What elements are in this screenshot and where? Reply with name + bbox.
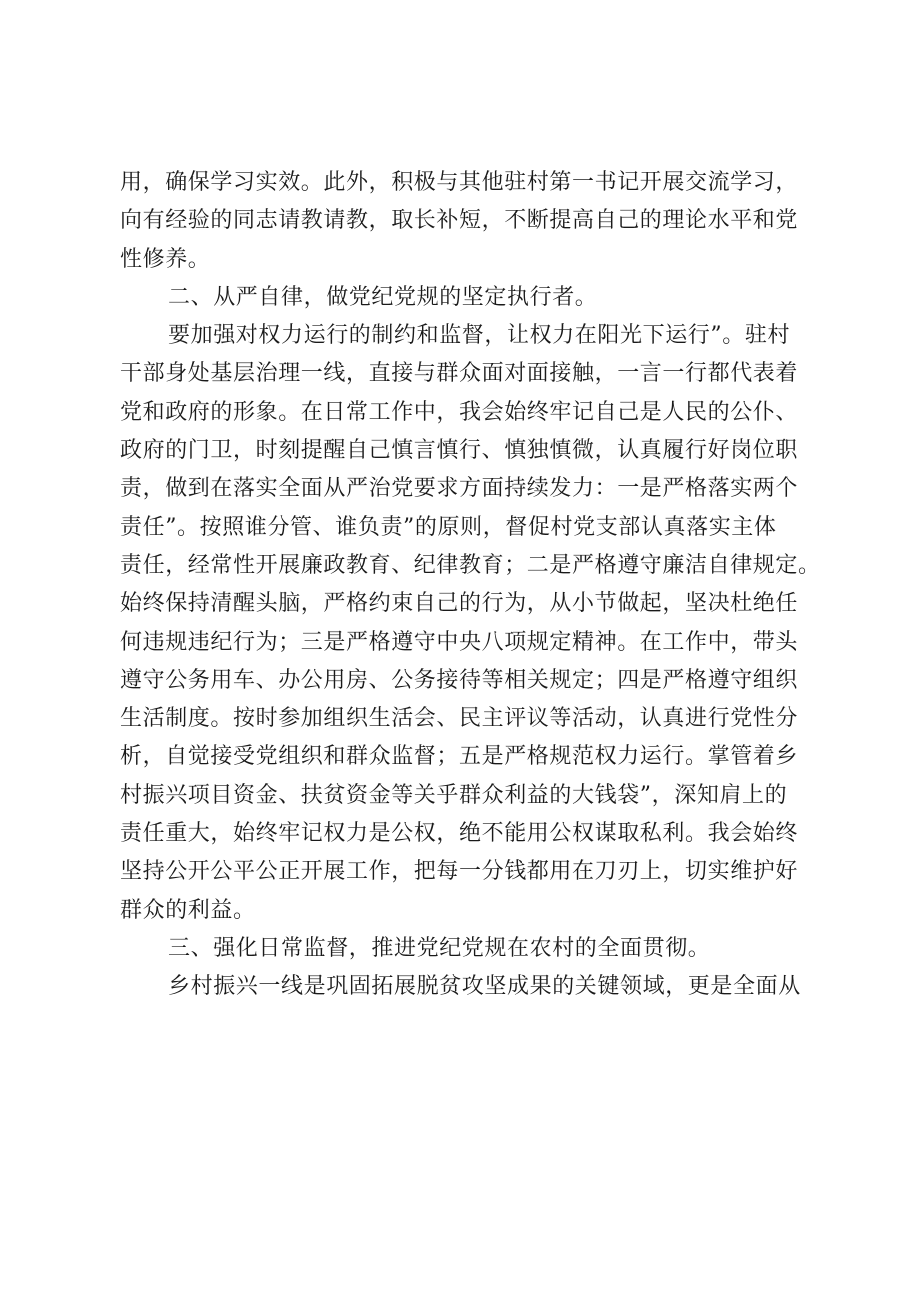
body-line: 政府的门卫，时刻提醒自己慎言慎行、慎独慎微，认真履行好岗位职 bbox=[120, 438, 799, 464]
body-line: 责任重大，始终牢记权力是公权，绝不能用公权谋取私利。我会始终 bbox=[120, 821, 799, 847]
section-heading-3: 三、强化日常监督，推进党纪党规在农村的全面贯彻。 bbox=[168, 935, 711, 961]
body-line: 性修养。 bbox=[120, 246, 211, 272]
body-line: 干部身处基层治理一线，直接与群众面对面接触，一言一行都代表着 bbox=[120, 361, 799, 387]
body-line: 责任”。按照谁分管、谁负责”的原则，督促村党支部认真落实主体 bbox=[120, 514, 777, 540]
paragraph-start-line: 要加强对权力运行的制约和监督，让权力在阳光下运行”。驻村 bbox=[168, 323, 791, 349]
body-line: 生活制度。按时参加组织生活会、民主评议等活动，认真进行党性分 bbox=[120, 706, 799, 732]
body-line: 何违规违纪行为；三是严格遵守中央八项规定精神。在工作中，带头 bbox=[120, 629, 799, 655]
body-line: 坚持公开公平公正开展工作，把每一分钱都用在刀刃上，切实维护好 bbox=[120, 859, 799, 885]
body-line: 向有经验的同志请教请教，取长补短，不断提高自己的理论水平和党 bbox=[120, 208, 799, 234]
paragraph-start-line: 乡村振兴一线是巩固拓展脱贫攻坚成果的关键领域，更是全面从 bbox=[168, 974, 801, 1000]
body-line: 村振兴项目资金、扶贫资金等关乎群众利益的大钱袋”，深知肩上的 bbox=[120, 782, 788, 808]
body-line: 责，做到在落实全面从严治党要求方面持续发力：一是严格落实两个 bbox=[120, 476, 799, 502]
body-line: 用，确保学习实效。此外，积极与其他驻村第一书记开展交流学习， bbox=[120, 170, 799, 195]
body-line: 党和政府的形象。在日常工作中，我会始终牢记自己是人民的公仆、 bbox=[120, 399, 799, 425]
body-line: 责任，经常性开展廉政教育、纪律教育；二是严格遵守廉洁自律规定。 bbox=[120, 552, 821, 578]
body-line: 析，自觉接受党组织和群众监督；五是严格规范权力运行。掌管着乡 bbox=[120, 744, 799, 770]
body-line: 群众的利益。 bbox=[120, 897, 256, 923]
body-line: 始终保持清醒头脑，严格约束自己的行为，从小节做起，坚决杜绝任 bbox=[120, 591, 799, 617]
section-heading-2: 二、从严自律，做党纪党规的坚定执行者。 bbox=[168, 284, 598, 310]
body-line: 遵守公务用车、办公用房、公务接待等相关规定；四是严格遵守组织 bbox=[120, 667, 799, 693]
document-body bbox=[120, 164, 820, 1007]
